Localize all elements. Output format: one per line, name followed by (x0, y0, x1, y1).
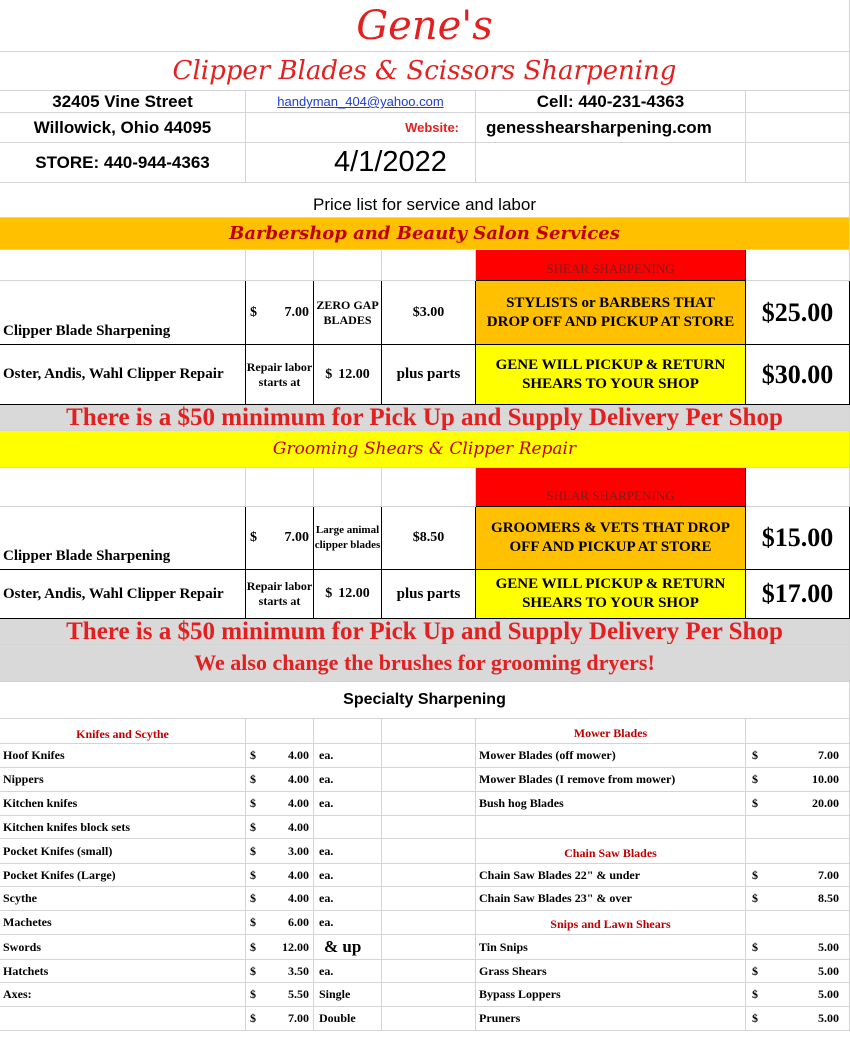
blank-cell (746, 143, 850, 183)
specialty-item-price: $ 7.00 (246, 1007, 314, 1031)
shear-sharpening-header: SHEAR SHARPENING (476, 250, 746, 281)
blank-cell (314, 719, 382, 744)
blank-cell (382, 792, 476, 816)
specialty-item-price: $ 6.00 (246, 911, 314, 935)
blank-cell (382, 719, 476, 744)
specialty-item-name: Pocket Knifes (small) (0, 839, 246, 864)
specialty-item-name: Hatchets (0, 960, 246, 983)
specialty-item-price: $ 4.00 (246, 887, 314, 911)
blank-cell (382, 744, 476, 768)
specialty-item-unit: ea. (314, 839, 382, 864)
grooming-repair-price: $ 12.00 (314, 570, 382, 619)
specialty-heading: Specialty Sharpening (0, 682, 850, 719)
blank-cell (0, 250, 246, 281)
barber-service-clipper-repair: Oster, Andis, Wahl Clipper Repair (0, 345, 246, 405)
specialty-item-price: $ 3.50 (246, 960, 314, 983)
blank-cell (382, 250, 476, 281)
specialty-item-name: Pocket Knifes (Large) (0, 864, 246, 887)
specialty-item-unit: Single (314, 983, 382, 1007)
specialty-item-name: Swords (0, 935, 246, 960)
specialty-item-name: Pruners (476, 1007, 746, 1031)
specialty-item-price: $ 7.00 (746, 744, 850, 768)
large-animal-blades-price: $8.50 (382, 507, 476, 570)
blank-cell (382, 887, 476, 911)
specialty-item-price: $ 5.50 (246, 983, 314, 1007)
barber-repair-price: $ 12.00 (314, 345, 382, 405)
street-address: 32405 Vine Street (0, 91, 246, 113)
specialty-item-unit: ea. (314, 744, 382, 768)
specialty-item-unit: ea. (314, 960, 382, 983)
blank-cell (382, 768, 476, 792)
barbershop-heading: Barbershop and Beauty Salon Services (0, 218, 850, 250)
blank-cell (382, 983, 476, 1007)
specialty-item-price: $ 5.00 (746, 960, 850, 983)
blank-cell (746, 839, 850, 864)
store-phone: STORE: 440-944-4363 (0, 143, 246, 183)
specialty-item-unit: ea. (314, 792, 382, 816)
email-link[interactable]: handyman_404@yahoo.com (246, 91, 476, 113)
specialty-item-price: $ 8.50 (746, 887, 850, 911)
specialty-item-unit: & up (314, 935, 382, 960)
blank-cell (382, 1007, 476, 1031)
specialty-item-name: Chain Saw Blades 22" & under (476, 864, 746, 887)
grooming-plus-parts-label: plus parts (382, 570, 476, 619)
specialty-item-unit: ea. (314, 911, 382, 935)
grooming-shear-sharpening-header: SHEAR SHARPENING (476, 468, 746, 507)
grooming-shear-pickup-option: GENE WILL PICKUP & RETURN SHEARS TO YOUR SHOP (476, 570, 746, 619)
specialty-item-price: $ 3.00 (246, 839, 314, 864)
blank-cell (746, 250, 850, 281)
barber-shear-dropoff-price: $25.00 (746, 281, 850, 345)
specialty-item-price: $ 5.00 (746, 935, 850, 960)
dryer-brush-note: We also change the brushes for grooming dryers! (0, 645, 850, 682)
specialty-item-name: Machetes (0, 911, 246, 935)
blank-cell (382, 864, 476, 887)
specialty-item-price: $ 12.00 (246, 935, 314, 960)
specialty-item-price: $ 5.00 (746, 983, 850, 1007)
blank-cell (382, 935, 476, 960)
specialty-item-price: $ 4.00 (246, 768, 314, 792)
blank-cell (246, 468, 314, 507)
blank-cell (246, 250, 314, 281)
barber-service-clipper-sharpening: Clipper Blade Sharpening (0, 281, 246, 345)
blank-cell (314, 250, 382, 281)
blank-cell (382, 960, 476, 983)
specialty-category-header: Mower Blades (476, 719, 746, 744)
specialty-item-price: $ 5.00 (746, 1007, 850, 1031)
blank-cell (476, 143, 746, 183)
blank-cell (746, 468, 850, 507)
blank-cell (246, 719, 314, 744)
barber-shear-pickup-option: GENE WILL PICKUP & RETURN SHEARS TO YOUR SHOP (476, 345, 746, 405)
barber-shear-pickup-price: $30.00 (746, 345, 850, 405)
specialty-item-price: $ 4.00 (246, 816, 314, 839)
specialty-item-price: $ 7.00 (746, 864, 850, 887)
specialty-item-name: Kitchen knifes (0, 792, 246, 816)
grooming-price-clipper-sharpening: $ 7.00 (246, 507, 314, 570)
price-list-title: Price list for service and labor (0, 183, 850, 218)
blank-cell (382, 816, 476, 839)
grooming-shear-pickup-price: $17.00 (746, 570, 850, 619)
plus-parts-label: plus parts (382, 345, 476, 405)
cell-phone: Cell: 440-231-4363 (476, 91, 746, 113)
zero-gap-label: ZERO GAP BLADES (314, 281, 382, 345)
specialty-item-price: $ 4.00 (246, 792, 314, 816)
tagline: Clipper Blades & Scissors Sharpening (0, 52, 850, 91)
city-address: Willowick, Ohio 44095 (0, 113, 246, 143)
grooming-minimum-note: There is a $50 minimum for Pick Up and Supply Delivery Per Shop (0, 619, 850, 645)
specialty-item-name (0, 1007, 246, 1031)
blank-cell (476, 816, 746, 839)
knifes-scythe-header: Knifes and Scythe (0, 719, 246, 744)
blank-cell (314, 468, 382, 507)
specialty-item-name: Grass Shears (476, 960, 746, 983)
blank-cell (746, 719, 850, 744)
blank-cell (382, 839, 476, 864)
specialty-item-name: Bush hog Blades (476, 792, 746, 816)
website-url[interactable]: genesshearsharpening.com (476, 113, 746, 143)
blank-cell (0, 468, 246, 507)
specialty-item-unit (314, 816, 382, 839)
specialty-item-name: Hoof Knifes (0, 744, 246, 768)
barber-shear-dropoff-option: STYLISTS or BARBERS THAT DROP OFF AND PICKUP AT STORE (476, 281, 746, 345)
business-name: Gene's (0, 0, 850, 52)
specialty-item-price: $ 4.00 (246, 864, 314, 887)
blank-cell (746, 911, 850, 935)
specialty-item-price: $ 4.00 (246, 744, 314, 768)
specialty-item-name: Mower Blades (off mower) (476, 744, 746, 768)
specialty-item-unit: Double (314, 1007, 382, 1031)
website-label: Website: (246, 113, 476, 143)
grooming-service-clipper-repair: Oster, Andis, Wahl Clipper Repair (0, 570, 246, 619)
specialty-item-name: Scythe (0, 887, 246, 911)
large-animal-blades-label: Large animal clipper blades (314, 507, 382, 570)
specialty-item-unit: ea. (314, 887, 382, 911)
specialty-item-name: Kitchen knifes block sets (0, 816, 246, 839)
repair-labor-note: Repair labor starts at (246, 345, 314, 405)
specialty-item-name: Mower Blades (I remove from mower) (476, 768, 746, 792)
specialty-item-name: Tin Snips (476, 935, 746, 960)
specialty-item-price: $ 10.00 (746, 768, 850, 792)
specialty-item-name: Nippers (0, 768, 246, 792)
specialty-category-header: Chain Saw Blades (476, 839, 746, 864)
specialty-item-unit: ea. (314, 768, 382, 792)
barber-minimum-note: There is a $50 minimum for Pick Up and Supply Delivery Per Shop (0, 405, 850, 431)
specialty-category-header: Snips and Lawn Shears (476, 911, 746, 935)
grooming-shear-dropoff-option: GROOMERS & VETS THAT DROP OFF AND PICKUP AT STORE (476, 507, 746, 570)
specialty-item-name: Axes: (0, 983, 246, 1007)
grooming-heading: Grooming Shears & Clipper Repair (0, 431, 850, 468)
blank-cell (382, 911, 476, 935)
blank-cell (746, 816, 850, 839)
specialty-item-name: Chain Saw Blades 23" & over (476, 887, 746, 911)
specialty-item-unit: ea. (314, 864, 382, 887)
specialty-item-price: $ 20.00 (746, 792, 850, 816)
grooming-repair-labor-note: Repair labor starts at (246, 570, 314, 619)
specialty-item-name: Bypass Loppers (476, 983, 746, 1007)
barber-price-clipper-sharpening: $ 7.00 (246, 281, 314, 345)
blank-cell (746, 91, 850, 113)
grooming-service-clipper-sharpening: Clipper Blade Sharpening (0, 507, 246, 570)
price-date: 4/1/2022 (246, 143, 476, 183)
zero-gap-price: $3.00 (382, 281, 476, 345)
blank-cell (746, 113, 850, 143)
grooming-shear-dropoff-price: $15.00 (746, 507, 850, 570)
blank-cell (382, 468, 476, 507)
